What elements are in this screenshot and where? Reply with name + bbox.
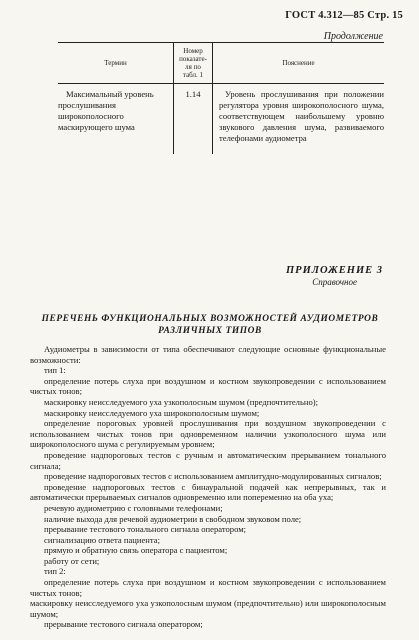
paragraph: прямую и обратную связь оператора с пациентом;: [44, 545, 228, 556]
paragraph: работу от сети;: [44, 555, 100, 566]
column-header-explanation: Пояснение: [213, 43, 385, 84]
paragraph: тип 2:: [44, 566, 66, 577]
table-row: [58, 84, 384, 155]
paragraph: проведение надпороговых тестов с ручным и автоматическим прерыванием тонального сигнала;: [30, 449, 386, 471]
paragraph: прерывание тестового тонального сигнала оператором;: [44, 524, 247, 535]
number-cell: 1.14: [174, 84, 213, 155]
column-header-number: Номер показате- ля по табл. 1: [174, 43, 213, 84]
explanation-cell: Уровень прослушивания при положении регулятора уровня широкополосного шума, соответствующем наибольшему уровню звукового давления шума, развиваемого телефонами аудиометра: [219, 89, 384, 143]
paragraph: проведение надпороговых тестов с бинауральной подачей как непрерывных, так и автоматически прерываемых сигналов одновременно или попеременно на оба уха;: [30, 481, 386, 503]
body-text: [30, 344, 386, 630]
column-header-term: Термин: [58, 43, 174, 84]
paragraph: наличие выхода для речевой аудиометрии в свободном звуковом поле;: [44, 513, 302, 524]
terms-table: [58, 42, 384, 154]
appendix-title: ПРИЛОЖЕНИЕ 3: [286, 265, 383, 276]
paragraph: прерывание тестового сигнала оператором;: [44, 619, 203, 630]
paragraph: маскировку неисследуемого уха широкополосным шумом;: [44, 407, 260, 418]
paragraph: определение потерь слуха при воздушном и костном звукопроведении с использованием чистых тонов;: [30, 577, 386, 598]
paragraph: маскировку неисследуемого уха узкополосным шумом (предпочтительно) или широкополосным шумом;: [30, 598, 386, 619]
paragraph: определение потерь слуха при воздушном и костном звукопроведении с использованием чистых тонов;: [30, 375, 386, 397]
continuation-label: Продолжение: [323, 31, 383, 42]
paragraph: определение пороговых уровней прослушивания при воздушном звукопроведении с использованием чистых тонов при одновременном наличии узкополосного шума или широкополосного шума с регулируемым уровнем;: [30, 418, 386, 450]
paragraph: проведение надпороговых тестов с использованием амплитудно-модулированных сигналов;: [44, 471, 382, 482]
paragraph: маскировку неисследуемого уха узкополосным шумом (предпочтительно);: [44, 396, 319, 407]
paragraph: Аудиометры в зависимости от типа обеспечивают следующие основные функциональные возможности:: [30, 344, 386, 365]
section-title: ПЕРЕЧЕНЬ ФУНКЦИОНАЛЬНЫХ ВОЗМОЖНОСТЕЙ АУДИОМЕТРОВ РАЗЛИЧНЫХ ТИПОВ: [41, 314, 379, 336]
term-cell: Максимальный уровень прослушивания широкополосного маскирующего шума: [58, 84, 174, 155]
paragraph: речевую аудиометрию с головными телефонами;: [44, 502, 223, 513]
paragraph: сигнализацию ответа пациента;: [44, 534, 160, 545]
appendix-ref: Справочное: [312, 277, 357, 287]
paragraph: тип 1:: [44, 365, 66, 376]
page-header: ГОСТ 4.312—85 Стр. 15: [285, 10, 403, 21]
